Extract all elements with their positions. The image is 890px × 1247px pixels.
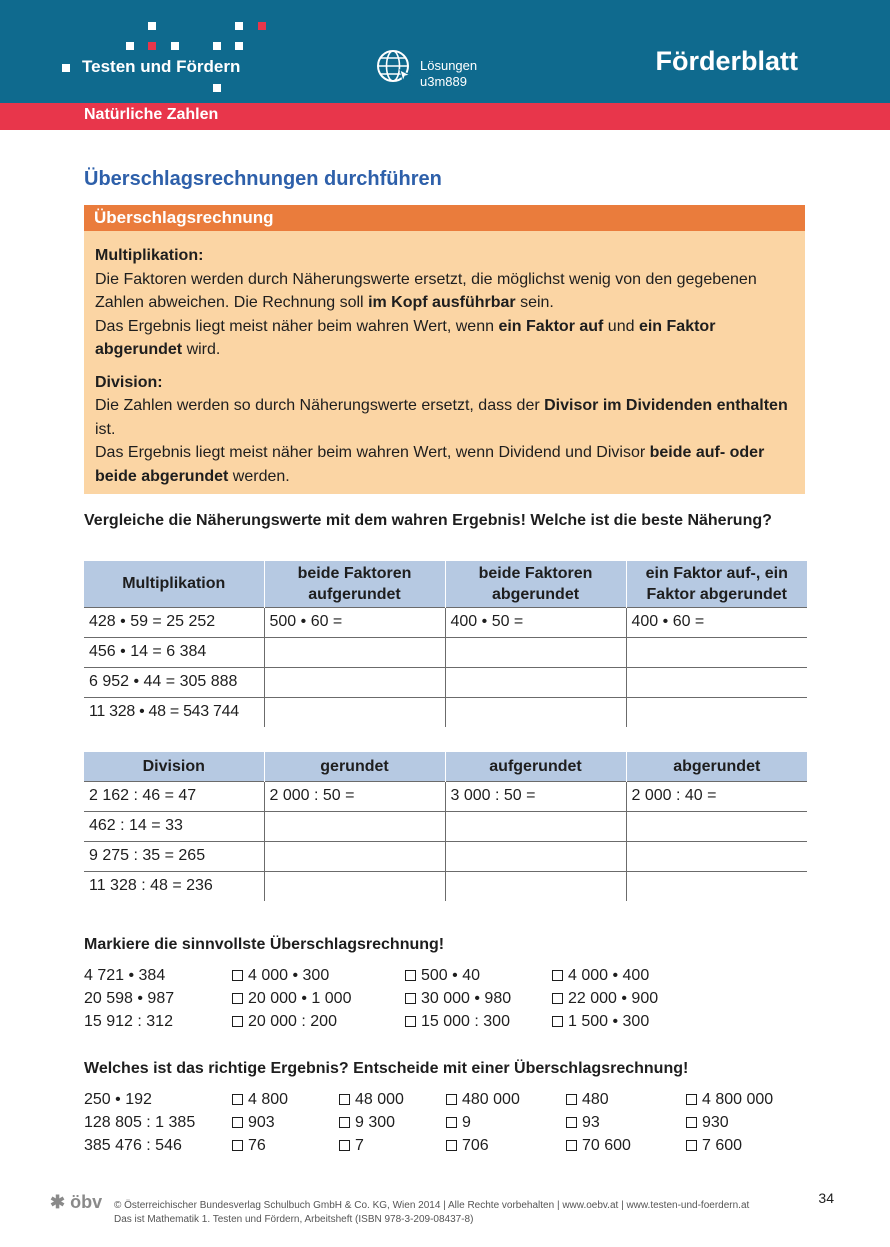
- task-2-instruction: Markiere die sinnvollste Überschlagsrechnung!: [84, 936, 445, 953]
- choice-option[interactable]: 93: [566, 1111, 600, 1134]
- answer-cell[interactable]: [264, 637, 445, 667]
- task-3-instruction: Welches ist das richtige Ergebnis? Entscheide mit einer Überschlagsrechnung!: [84, 1060, 689, 1077]
- solutions-label: Lösungen: [420, 58, 478, 73]
- table-header: aufgerundet: [445, 752, 626, 781]
- choice-option[interactable]: 4 800 000: [686, 1088, 773, 1111]
- table-row: [84, 811, 807, 841]
- star-icon: ✱: [50, 1192, 66, 1212]
- brand-name: Testen und Fördern: [82, 57, 241, 76]
- checkbox-icon[interactable]: [232, 993, 243, 1004]
- checkbox-icon[interactable]: [232, 1094, 243, 1105]
- table-cell: 11 328 • 48 = 543 744: [84, 697, 264, 727]
- choice-option[interactable]: 4 800: [232, 1088, 288, 1111]
- choice-option[interactable]: 903: [232, 1111, 275, 1134]
- multiplication-subtitle: Multiplikation:: [95, 247, 204, 264]
- checkbox-icon[interactable]: [339, 1140, 350, 1151]
- checkbox-icon[interactable]: [552, 993, 563, 1004]
- table-row: [84, 871, 807, 901]
- answer-cell[interactable]: [445, 871, 626, 901]
- page-number: 34: [818, 1190, 834, 1206]
- footer-copyright: © Österreichischer Bundesverlag Schulbuch GmbH & Co. KG, Wien 2014 | Alle Rechte vorbehalten | www.oebv.at | www.testen-und-foerdern.at Das ist Mathematik 1. Testen und Fördern, Arbeitsheft (ISBN 978-3-209-08437-8): [114, 1200, 750, 1225]
- choice-option[interactable]: 9 300: [339, 1111, 395, 1134]
- choice-option[interactable]: 4 000 • 300: [232, 964, 329, 987]
- answer-cell[interactable]: [626, 841, 807, 871]
- answer-cell[interactable]: 2 000 : 50 =: [264, 781, 445, 811]
- multiplication-rule: Die Faktoren werden durch Näherungswerte ersetzt, die möglichst wenig von den gegebenen Zahlen abweichen. Die Rechnung soll im Kopf ausführbar sein. Das Ergebnis liegt meist näher beim wahren Wert, wenn ein Faktor auf und ein Faktor abgerundet wird.: [95, 270, 757, 358]
- multiplication-table: [84, 561, 807, 727]
- brand-logo: [62, 22, 282, 94]
- choice-option[interactable]: 20 000 • 1 000: [232, 987, 351, 1010]
- checkbox-icon[interactable]: [232, 1117, 243, 1128]
- table-cell: 2 162 : 46 = 47: [84, 781, 264, 811]
- checkbox-icon[interactable]: [552, 970, 563, 981]
- checkbox-icon[interactable]: [446, 1140, 457, 1151]
- table-header: ein Faktor auf-, ein Faktor abgerundet: [626, 561, 807, 607]
- info-box-heading: Überschlagsrechnung: [84, 205, 805, 231]
- checkbox-icon[interactable]: [566, 1117, 577, 1128]
- answer-cell[interactable]: [626, 697, 807, 727]
- checkbox-icon[interactable]: [339, 1117, 350, 1128]
- checkbox-icon[interactable]: [552, 1016, 563, 1027]
- checkbox-icon[interactable]: [232, 970, 243, 981]
- choice-option[interactable]: 30 000 • 980: [405, 987, 511, 1010]
- answer-cell[interactable]: [626, 811, 807, 841]
- table-row: [84, 667, 807, 697]
- answer-cell[interactable]: [264, 841, 445, 871]
- choice-option[interactable]: 7 600: [686, 1134, 742, 1157]
- division-subtitle: Division:: [95, 373, 163, 391]
- table-cell: 462 : 14 = 33: [84, 811, 264, 841]
- choice-option[interactable]: 500 • 40: [405, 964, 480, 987]
- checkbox-icon[interactable]: [446, 1117, 457, 1128]
- answer-cell[interactable]: 3 000 : 50 =: [445, 781, 626, 811]
- table-row: [84, 637, 807, 667]
- choice-option[interactable]: 48 000: [339, 1088, 404, 1111]
- choice-option[interactable]: 480 000: [446, 1088, 520, 1111]
- expression: 250 • 192: [84, 1091, 152, 1108]
- expression: 20 598 • 987: [84, 990, 175, 1007]
- answer-cell[interactable]: [445, 811, 626, 841]
- answer-cell[interactable]: [445, 637, 626, 667]
- checkbox-icon[interactable]: [686, 1094, 697, 1105]
- table-row: [84, 607, 807, 637]
- sheet-type: Förderblatt: [655, 46, 798, 76]
- division-rule: Die Zahlen werden so durch Näherungswerte ersetzt, dass der Divisor im Dividenden enthalten ist. Das Ergebnis liegt meist näher beim wahren Wert, wenn Dividend und Divisor beide auf- oder beide abgerundet werden.: [95, 397, 788, 485]
- answer-cell[interactable]: 2 000 : 40 =: [626, 781, 807, 811]
- choice-option[interactable]: 76: [232, 1134, 266, 1157]
- table-header: Multiplikation: [84, 561, 264, 607]
- answer-cell[interactable]: [445, 841, 626, 871]
- choice-option[interactable]: 15 000 : 300: [405, 1010, 510, 1033]
- expression: 4 721 • 384: [84, 967, 166, 984]
- choice-option[interactable]: 480: [566, 1088, 609, 1111]
- choice-option[interactable]: 706: [446, 1134, 489, 1157]
- section-bar: [0, 103, 890, 130]
- answer-cell[interactable]: [626, 637, 807, 667]
- choice-option[interactable]: 20 000 : 200: [232, 1010, 337, 1033]
- info-box-body: [84, 231, 805, 488]
- answer-cell[interactable]: [626, 871, 807, 901]
- expression: 385 476 : 546: [84, 1137, 182, 1154]
- expression: 128 805 : 1 385: [84, 1114, 196, 1131]
- division-table: [84, 752, 807, 901]
- checkbox-icon[interactable]: [686, 1117, 697, 1128]
- section-title: Natürliche Zahlen: [84, 106, 219, 123]
- answer-cell[interactable]: 400 • 60 =: [626, 607, 807, 637]
- answer-cell[interactable]: 500 • 60 =: [264, 607, 445, 637]
- checkbox-icon[interactable]: [405, 993, 416, 1004]
- table-header: Division: [84, 752, 264, 781]
- table-header: gerundet: [264, 752, 445, 781]
- table-cell: 11 328 : 48 = 236: [84, 871, 264, 901]
- page-title: Überschlagsrechnungen durchführen: [84, 168, 442, 190]
- choice-option[interactable]: 22 000 • 900: [552, 987, 658, 1010]
- choice-option[interactable]: 7: [339, 1134, 364, 1157]
- choice-option[interactable]: 9: [446, 1111, 471, 1134]
- table-cell: 9 275 : 35 = 265: [84, 841, 264, 871]
- checkbox-icon[interactable]: [446, 1094, 457, 1105]
- table-cell: 428 • 59 = 25 252: [84, 607, 264, 637]
- answer-cell[interactable]: [264, 871, 445, 901]
- page-header: [0, 0, 890, 103]
- checkbox-icon[interactable]: [686, 1140, 697, 1151]
- table-header: beide Faktoren abgerundet: [445, 561, 626, 607]
- task-1-instruction: Vergleiche die Näherungswerte mit dem wahren Ergebnis! Welche ist die beste Näherung?: [84, 512, 772, 529]
- checkbox-icon[interactable]: [339, 1094, 350, 1105]
- answer-cell[interactable]: [264, 697, 445, 727]
- table-cell: 6 952 • 44 = 305 888: [84, 667, 264, 697]
- table-header: beide Faktoren aufgerundet: [264, 561, 445, 607]
- table-header: abgerundet: [626, 752, 807, 781]
- checkbox-icon[interactable]: [232, 1016, 243, 1027]
- answer-cell[interactable]: [264, 667, 445, 697]
- checkbox-icon[interactable]: [566, 1140, 577, 1151]
- choice-option[interactable]: 70 600: [566, 1134, 631, 1157]
- info-box: [84, 205, 805, 494]
- answer-cell[interactable]: 400 • 50 =: [445, 607, 626, 637]
- table-cell: 456 • 14 = 6 384: [84, 637, 264, 667]
- choice-option[interactable]: 930: [686, 1111, 729, 1134]
- answer-cell[interactable]: [264, 811, 445, 841]
- answer-cell[interactable]: [445, 667, 626, 697]
- table-row: [84, 781, 807, 811]
- checkbox-icon[interactable]: [405, 1016, 416, 1027]
- publisher-logo: ✱ öbv: [50, 1192, 103, 1212]
- choice-option[interactable]: 4 000 • 400: [552, 964, 649, 987]
- choice-option[interactable]: 1 500 • 300: [552, 1010, 649, 1033]
- globe-icon: [376, 48, 412, 84]
- expression: 15 912 : 312: [84, 1013, 173, 1030]
- solutions-link[interactable]: [420, 58, 477, 90]
- checkbox-icon[interactable]: [405, 970, 416, 981]
- solutions-code: u3m889: [420, 74, 467, 89]
- table-row: [84, 697, 807, 727]
- answer-cell[interactable]: [626, 667, 807, 697]
- checkbox-icon[interactable]: [566, 1094, 577, 1105]
- answer-cell[interactable]: [445, 697, 626, 727]
- checkbox-icon[interactable]: [232, 1140, 243, 1151]
- table-row: [84, 841, 807, 871]
